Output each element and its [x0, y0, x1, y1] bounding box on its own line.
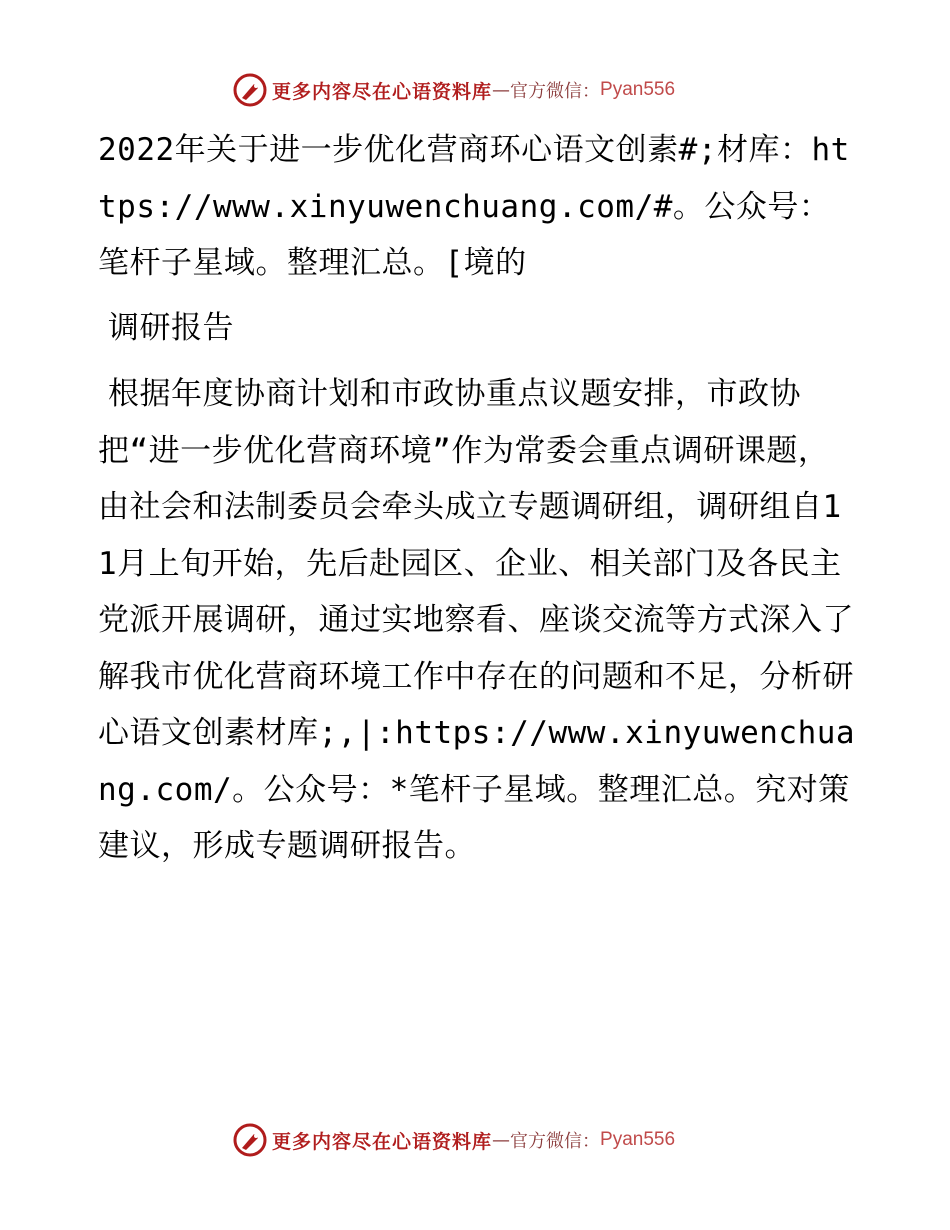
watermark-label: 官方微信： — [510, 1131, 601, 1152]
document-title: 2022年关于进一步优化营商环心语文创素#;材库：https://www.xinyuwenchuang.com/#。公众号：笔杆子星域。整理汇总。[境的 — [98, 132, 850, 281]
header-watermark — [232, 70, 675, 110]
document-body — [98, 122, 858, 875]
watermark-wechat-id: Pyan556 — [600, 1129, 676, 1150]
watermark-label: 官方微信： — [510, 81, 601, 102]
watermark-main-text: 更多内容尽在心语资料库 — [272, 80, 493, 103]
watermark-dash: — — [492, 79, 511, 101]
watermark-main-text: 更多内容尽在心语资料库 — [272, 1130, 493, 1153]
pen-nib-logo-icon — [232, 72, 268, 108]
footer-watermark — [232, 1120, 675, 1160]
watermark-wechat-id: Pyan556 — [600, 79, 676, 100]
pen-nib-logo-icon — [232, 1122, 268, 1158]
watermark-dash: — — [492, 1129, 511, 1151]
document-paragraph: 根据年度协商计划和市政协重点议题安排，市政协把“进一步优化营商环境”作为常委会重点调研课题，由社会和法制委员会牵头成立专题调研组，调研组自11月上旬开始，先后赴园区、企业、相关部门及各民主党派开展调研，通过实地察看、座谈交流等方式深入了解我市优化营商环境工作中存在的问题和不足，分析研心语文创素材库;,|:https://www.xinyuwenchuang.com/。公众号：*笔杆子星域。整理汇总。究对策建议，形成专题调研报告。 — [98, 376, 856, 864]
document-heading: 调研报告 — [108, 309, 234, 346]
